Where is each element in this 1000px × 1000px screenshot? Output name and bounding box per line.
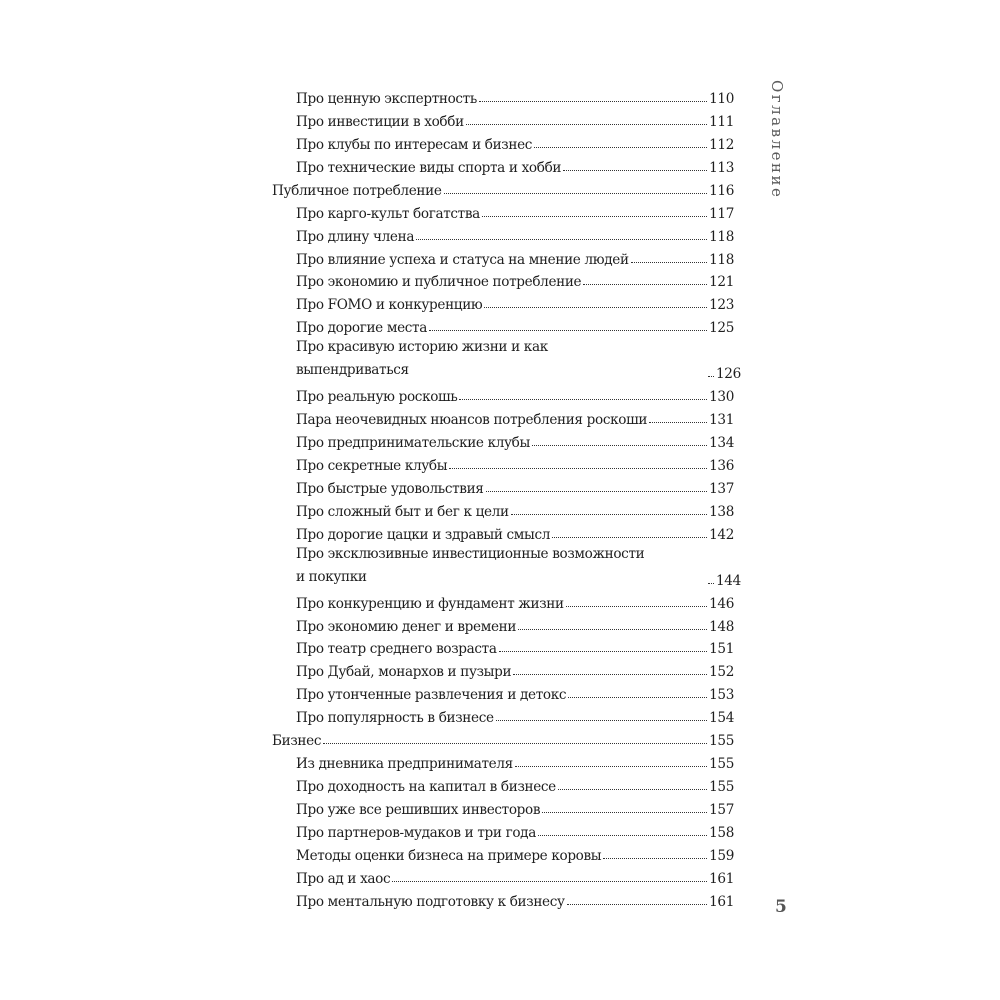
dot-leader bbox=[499, 651, 708, 652]
toc-entry-title: Про доходность на капитал в бизнесе bbox=[296, 779, 556, 796]
toc-entry bbox=[296, 589, 734, 612]
toc-entry-title-continuation: и покупки bbox=[296, 568, 367, 585]
dot-leader bbox=[538, 835, 707, 836]
dot-leader bbox=[708, 376, 714, 377]
toc-entry-title: Про ментальную подготовку к бизнесу bbox=[296, 893, 565, 910]
toc-entry bbox=[296, 290, 734, 313]
toc-entry bbox=[296, 268, 734, 291]
toc-entry-title: Про уже все решивших инвесторов bbox=[296, 802, 541, 819]
dot-leader bbox=[515, 766, 707, 767]
toc-entry-page: 113 bbox=[709, 159, 734, 176]
dot-leader bbox=[479, 101, 707, 102]
toc-entry bbox=[296, 520, 734, 543]
dot-leader bbox=[511, 514, 707, 515]
toc-entry-title: Про дорогие места bbox=[296, 320, 427, 337]
toc-entry bbox=[296, 818, 734, 841]
table-of-contents bbox=[272, 84, 741, 910]
toc-entry-page: 161 bbox=[709, 893, 734, 910]
toc-entry-title: Про FOMO и конкуренцию bbox=[296, 297, 483, 314]
toc-entry bbox=[296, 130, 734, 153]
toc-entry bbox=[296, 84, 734, 107]
toc-entry-title: Про дорогие цацки и здравый смысл bbox=[296, 526, 551, 543]
dot-leader bbox=[532, 445, 707, 446]
toc-entry-page: 154 bbox=[709, 710, 734, 727]
toc-entry-title: Про клубы по интересам и бизнес bbox=[296, 136, 533, 153]
toc-entry-title: Про влияние успеха и статуса на мнение людей bbox=[296, 251, 629, 268]
toc-entry-page: 118 bbox=[709, 228, 734, 245]
dot-leader bbox=[567, 904, 707, 905]
toc-entry-page: 123 bbox=[709, 297, 734, 314]
toc-entry-title: Про быстрые удовольствия bbox=[296, 480, 484, 497]
dot-leader bbox=[552, 537, 707, 538]
toc-entry-page: 153 bbox=[709, 687, 734, 704]
toc-entry-page: 158 bbox=[709, 824, 734, 841]
toc-entry bbox=[296, 749, 734, 772]
dot-leader bbox=[444, 193, 708, 194]
toc-entry-title: Про карго-культ богатства bbox=[296, 205, 480, 222]
dot-leader bbox=[649, 422, 707, 423]
dot-leader bbox=[542, 812, 707, 813]
toc-entry-title: Про инвестиции в хобби bbox=[296, 113, 464, 130]
toc-entry-title bbox=[296, 543, 706, 589]
toc-entry-title: Про реальную роскошь bbox=[296, 389, 458, 406]
toc-entry bbox=[296, 222, 734, 245]
toc-entry-title-continuation: выпендриваться bbox=[296, 362, 409, 379]
dot-leader bbox=[392, 881, 707, 882]
toc-entry-page: 110 bbox=[709, 90, 734, 107]
toc-entry-title: Про секретные клубы bbox=[296, 457, 448, 474]
toc-section bbox=[272, 176, 734, 199]
dot-leader bbox=[484, 307, 707, 308]
toc-entry bbox=[296, 703, 734, 726]
toc-entry-page: 112 bbox=[709, 136, 734, 153]
toc-entry-title: Про конкуренцию и фундамент жизни bbox=[296, 595, 564, 612]
toc-entry-page: 130 bbox=[709, 389, 734, 406]
toc-entry bbox=[296, 497, 734, 520]
toc-entry bbox=[296, 382, 734, 405]
toc-entry-page: 111 bbox=[709, 113, 734, 130]
dot-leader bbox=[466, 124, 707, 125]
toc-entry-title: Про театр среднего возраста bbox=[296, 641, 497, 658]
dot-leader bbox=[486, 491, 708, 492]
dot-leader bbox=[429, 330, 707, 331]
toc-entry-page: 125 bbox=[709, 320, 734, 337]
toc-entry-title-line: Про эксклюзивные инвестиционные возможности bbox=[296, 545, 645, 562]
toc-entry bbox=[296, 153, 734, 176]
toc-entry bbox=[296, 795, 734, 818]
toc-entry bbox=[296, 405, 734, 428]
dot-leader bbox=[558, 789, 707, 790]
toc-entry-page: 134 bbox=[709, 435, 734, 452]
toc-entry-page: 155 bbox=[709, 779, 734, 796]
toc-entry-title: Про длину члена bbox=[296, 228, 415, 245]
dot-leader bbox=[568, 697, 707, 698]
toc-entry-title: Про экономию и публичное потребление bbox=[296, 274, 582, 291]
toc-entry bbox=[296, 864, 734, 887]
dot-leader bbox=[449, 468, 707, 469]
toc-entry-page: 161 bbox=[709, 870, 734, 887]
dot-leader bbox=[603, 858, 707, 859]
toc-entry-page: 157 bbox=[709, 802, 734, 819]
toc-entry bbox=[296, 107, 734, 130]
toc-entry-title: Методы оценки бизнеса на примере коровы bbox=[296, 847, 602, 864]
toc-entry-title: Из дневника предпринимателя bbox=[296, 756, 513, 773]
toc-entry-title: Про партнеров-мудаков и три года bbox=[296, 824, 536, 841]
toc-entry-title: Бизнес bbox=[272, 733, 322, 750]
toc-entry-page: 126 bbox=[716, 366, 741, 383]
toc-entry-title: Про ад и хаос bbox=[296, 870, 391, 887]
toc-entry-title: Про сложный быт и бег к цели bbox=[296, 503, 509, 520]
dot-leader bbox=[323, 743, 707, 744]
dot-leader bbox=[496, 720, 707, 721]
toc-entry-page: 117 bbox=[709, 205, 734, 222]
running-head: Оглавление bbox=[768, 80, 786, 200]
toc-entry-title: Про Дубай, монархов и пузыри bbox=[296, 664, 512, 681]
toc-entry-page: 155 bbox=[709, 756, 734, 773]
dot-leader bbox=[459, 399, 707, 400]
toc-entry-title bbox=[296, 336, 706, 382]
toc-entry bbox=[296, 612, 734, 635]
toc-entry-page: 159 bbox=[709, 847, 734, 864]
toc-entry bbox=[296, 451, 734, 474]
toc-entry-page: 118 bbox=[709, 251, 734, 268]
toc-entry-title: Публичное потребление bbox=[272, 182, 442, 199]
toc-entry bbox=[296, 543, 741, 589]
toc-entry-page: 137 bbox=[709, 480, 734, 497]
toc-entry-title: Про технические виды спорта и хобби bbox=[296, 159, 562, 176]
toc-entry-page: 146 bbox=[709, 595, 734, 612]
toc-section bbox=[272, 726, 734, 749]
toc-entry-page: 136 bbox=[709, 457, 734, 474]
dot-leader bbox=[708, 583, 714, 584]
toc-entry-title: Про предпринимательские клубы bbox=[296, 435, 530, 452]
dot-leader bbox=[631, 262, 707, 263]
toc-entry bbox=[296, 313, 734, 336]
toc-entry-page: 144 bbox=[716, 572, 741, 589]
dot-leader bbox=[534, 147, 707, 148]
page-number: 5 bbox=[775, 897, 787, 917]
dot-leader bbox=[583, 284, 707, 285]
toc-entry bbox=[296, 772, 734, 795]
dot-leader bbox=[513, 674, 707, 675]
toc-entry-page: 116 bbox=[709, 182, 734, 199]
toc-entry-title-line: Про красивую историю жизни и как bbox=[296, 339, 548, 356]
toc-entry-page: 148 bbox=[709, 618, 734, 635]
toc-entry bbox=[296, 887, 734, 910]
toc-entry-page: 138 bbox=[709, 503, 734, 520]
toc-entry-title: Про утонченные развлечения и детокс bbox=[296, 687, 567, 704]
toc-entry-page: 155 bbox=[709, 733, 734, 750]
toc-entry-page: 152 bbox=[709, 664, 734, 681]
toc-entry bbox=[296, 680, 734, 703]
toc-entry-page: 121 bbox=[709, 274, 734, 291]
toc-entry bbox=[296, 336, 741, 383]
toc-entry bbox=[296, 841, 734, 864]
dot-leader bbox=[416, 239, 707, 240]
dot-leader bbox=[566, 606, 707, 607]
toc-entry bbox=[296, 199, 734, 222]
toc-entry-page: 142 bbox=[709, 526, 734, 543]
toc-entry bbox=[296, 428, 734, 451]
toc-entry-page: 151 bbox=[709, 641, 734, 658]
toc-entry bbox=[296, 657, 734, 680]
dot-leader bbox=[563, 170, 707, 171]
toc-entry bbox=[296, 474, 734, 497]
toc-entry bbox=[296, 245, 734, 268]
toc-entry bbox=[296, 635, 734, 658]
toc-entry-title: Про популярность в бизнесе bbox=[296, 710, 494, 727]
toc-entry-page: 131 bbox=[709, 412, 734, 429]
toc-entry-title: Пара неочевидных нюансов потребления роскоши bbox=[296, 412, 648, 429]
toc-entry-title: Про экономию денег и времени bbox=[296, 618, 517, 635]
dot-leader bbox=[482, 216, 707, 217]
toc-entry-title: Про ценную экспертность bbox=[296, 90, 477, 107]
dot-leader bbox=[518, 629, 707, 630]
